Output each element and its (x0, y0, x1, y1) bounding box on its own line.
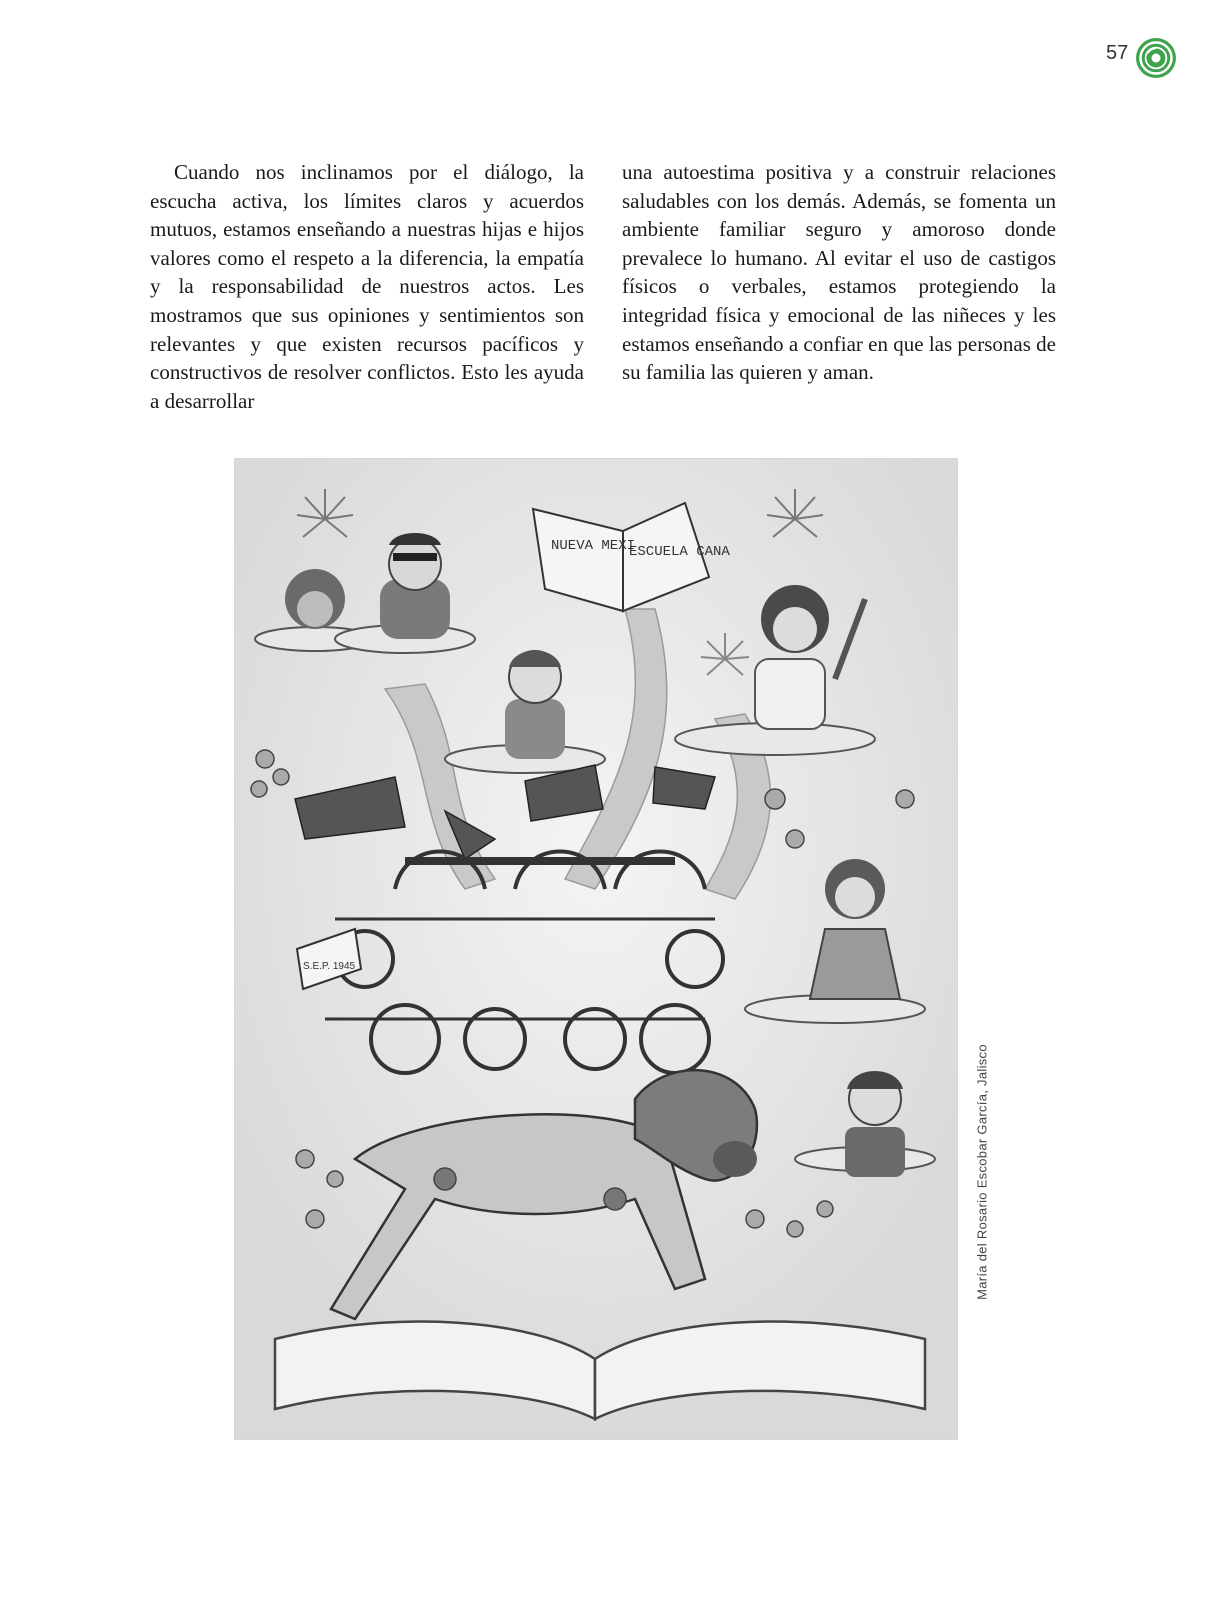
body-text-left-column (150, 158, 584, 415)
book-left-page-text: NUEVA MEXI (551, 538, 636, 554)
page-number: 57 (1106, 42, 1129, 64)
paragraph-right: una autoestima positiva y a construir relaciones saludables con los demás. Además, se fomenta un ambiente familiar seguro y amoroso donde prevalece lo humano. Al evitar el uso de castigos físicos o verbales, estamos protegiendo la integridad física y emocional de las niñeces y les estamos enseñando a confiar en que las personas de su familia las quieren y aman. (622, 160, 1056, 385)
illustration-canvas (235, 459, 957, 1439)
green-swirl-logo-icon (1134, 36, 1178, 80)
paragraph-left: Cuando nos inclinamos por el diálogo, la escucha activa, los límites claros y acuerdos mutuos, estamos enseñando a nuestras hijas e hijos valores como el respeto a la diferencia, la empatía y la responsabilidad de nuestros actos. Les mostramos que sus opiniones y sentimientos son relevantes y que existen recursos pacíficos y constructivos de resolver conflictos. Esto les ayuda a desarrollar (150, 160, 584, 413)
book-right-page-text: ESCUELA CANA (629, 544, 730, 560)
body-text-right-column (622, 158, 1056, 387)
small-book-text: S.E.P. 1945 (303, 961, 356, 972)
childrens-drawing-illustration (234, 458, 958, 1440)
illustration-credit-text: María del Rosario Escobar García, Jalisco (974, 1044, 990, 1300)
